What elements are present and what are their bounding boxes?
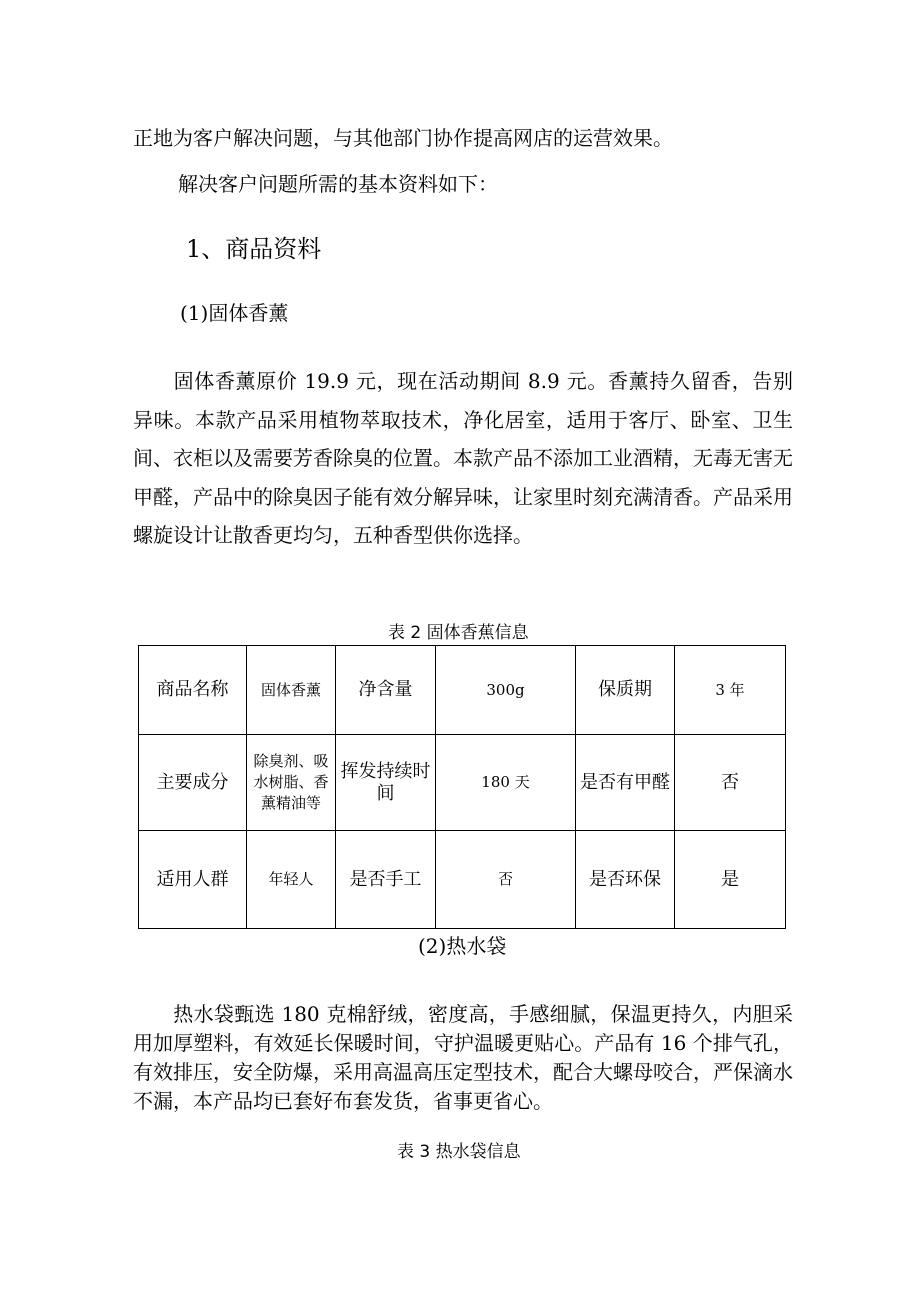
- intro-line: 正地为客户解决问题，与其他部门协作提高网店的运营效果。: [133, 126, 673, 150]
- table-cell: 年轻人: [247, 831, 336, 929]
- table-row: [139, 646, 786, 735]
- table-cell: 3 年: [675, 646, 786, 735]
- item1-paragraph: 固体香薰原价 19.9 元，现在活动期间 8.9 元。香薰持久留香，告别异味。本款产品采用植物萃取技术，净化居室，适用于客厅、卧室、卫生间、衣柜以及需要芳香除臭的位置。本款产品不添加工业酒精，无毒无害无甲醛，产品中的除臭因子能有效分解异味，让家里时刻充满清香。产品采用螺旋设计让散香更均匀，五种香型供你选择。: [133, 369, 793, 547]
- table3-caption: 表 3 热水袋信息: [397, 1142, 521, 1162]
- intro-sub: 解决客户问题所需的基本资料如下：: [178, 172, 498, 196]
- table-cell: 主要成分: [139, 735, 247, 831]
- table-cell: 否: [436, 831, 576, 929]
- item2-paragraph: 热水袋甄选 180 克棉舒绒，密度高，手感细腻，保温更持久，内胆采用加厚塑料，有效延长保暖时间，守护温暖更贴心。产品有 16 个排气孔，有效排压，安全防爆，采用高温高压定型技术，配合大螺母咬合，严保滴水不漏，本产品均已套好布套发货，省事更省心。: [133, 1002, 793, 1113]
- product-table: [138, 645, 786, 929]
- table-cell: 300g: [436, 646, 576, 735]
- table-cell: 是否有甲醛: [576, 735, 675, 831]
- table2-caption: 表 2 固体香蕉信息: [388, 623, 529, 643]
- table-cell: 是否环保: [576, 831, 675, 929]
- section-heading: 1、商品资料: [186, 235, 322, 263]
- table-cell: 商品名称: [139, 646, 247, 735]
- table-cell: 适用人群: [139, 831, 247, 929]
- item1-heading: (1)固体香薰: [180, 301, 289, 325]
- table-cell: 否: [675, 735, 786, 831]
- table-cell: 是否手工: [336, 831, 436, 929]
- table-cell: 保质期: [576, 646, 675, 735]
- table-row: [139, 735, 786, 831]
- table-row: [139, 831, 786, 929]
- table-cell: 180 天: [436, 735, 576, 831]
- table-cell: 挥发持续时间: [336, 735, 436, 831]
- table-cell: 固体香薰: [247, 646, 336, 735]
- table-cell: 除臭剂、吸水树脂、香薰精油等: [247, 735, 336, 831]
- table-cell: 净含量: [336, 646, 436, 735]
- table-cell: 是: [675, 831, 786, 929]
- item2-heading: (2)热水袋: [418, 934, 507, 958]
